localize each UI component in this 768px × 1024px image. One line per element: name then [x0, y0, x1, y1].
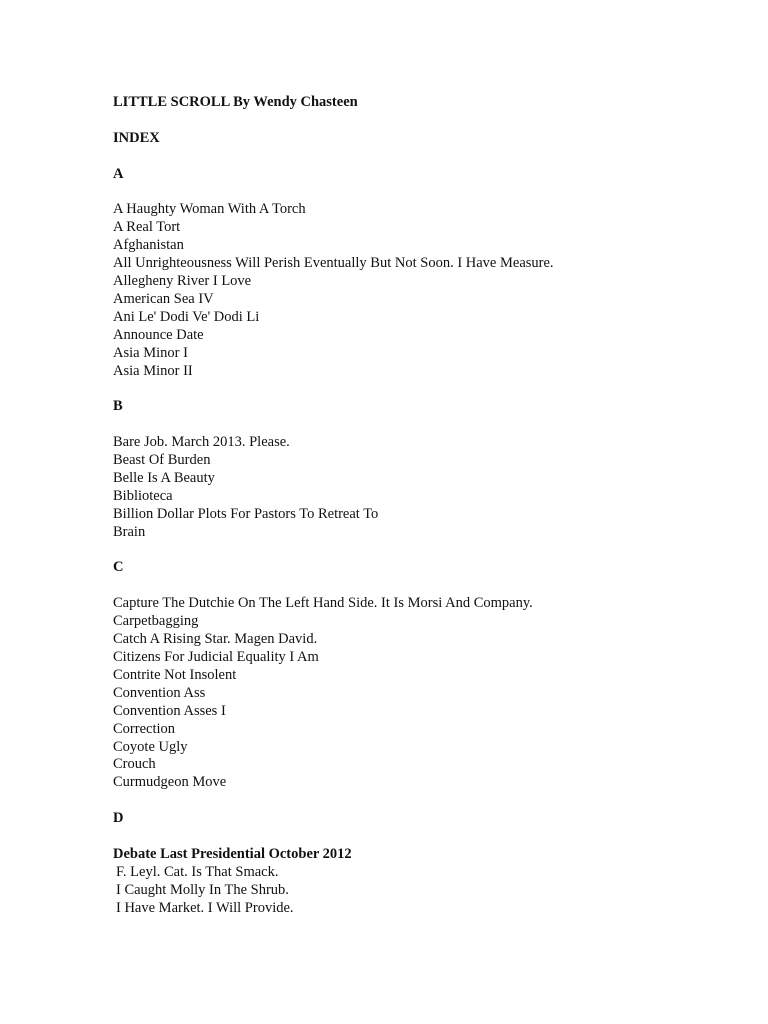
index-entry: Beast Of Burden: [113, 452, 211, 469]
index-entry: I Have Market. I Will Provide.: [116, 899, 294, 916]
index-entry: Convention Asses I: [113, 702, 226, 719]
index-heading: INDEX: [113, 129, 160, 146]
index-entry: Afghanistan: [113, 237, 184, 254]
section-letter-d: D: [113, 810, 124, 827]
index-entry: Correction: [113, 720, 176, 737]
index-entry: Brain: [113, 523, 146, 540]
index-entry: All Unrighteousness Will Perish Eventually But Not Soon. I Have Measure.: [113, 255, 554, 272]
section-c-list: [113, 595, 733, 792]
section-letter-a: A: [113, 165, 124, 182]
index-entry: Belle Is A Beauty: [113, 469, 215, 486]
index-entry: Convention Ass: [113, 684, 206, 701]
index-entry: Crouch: [113, 756, 156, 773]
index-entry: A Real Tort: [113, 219, 181, 236]
index-entry: Billion Dollar Plots For Pastors To Retreat To: [113, 505, 379, 522]
index-entry: Capture The Dutchie On The Left Hand Side. It Is Morsi And Company.: [113, 595, 533, 612]
index-entry: Coyote Ugly: [113, 738, 188, 755]
index-entry: Catch A Rising Star. Magen David.: [113, 631, 318, 648]
index-entry: Ani Le' Dodi Ve' Dodi Li: [113, 308, 260, 325]
section-d-list: [113, 864, 733, 918]
index-entry: American Sea IV: [113, 290, 214, 307]
document-page: [113, 94, 733, 918]
section-b-list: [113, 434, 733, 541]
index-entry: Allegheny River I Love: [113, 273, 252, 290]
section-letter-c: C: [113, 559, 124, 576]
index-entry: Biblioteca: [113, 487, 173, 504]
index-entry: Curmudgeon Move: [113, 774, 227, 791]
index-entry: A Haughty Woman With A Torch: [113, 201, 306, 218]
index-entry: Bare Job. March 2013. Please.: [113, 434, 290, 451]
section-letter-b: B: [113, 398, 123, 415]
index-entry: Announce Date: [113, 326, 204, 343]
section-a-list: [113, 201, 733, 380]
index-entry: I Caught Molly In The Shrub.: [116, 881, 289, 898]
index-entry: Carpetbagging: [113, 613, 199, 630]
index-entry: Contrite Not Insolent: [113, 666, 237, 683]
index-entry: F. Leyl. Cat. Is That Smack.: [116, 863, 279, 880]
index-entry: Asia Minor I: [113, 344, 188, 361]
index-entry: Asia Minor II: [113, 362, 193, 379]
index-entry: Citizens For Judicial Equality I Am: [113, 648, 319, 665]
section-d-subheading: Debate Last Presidential October 2012: [113, 845, 352, 862]
document-title: LITTLE SCROLL By Wendy Chasteen: [113, 94, 358, 110]
